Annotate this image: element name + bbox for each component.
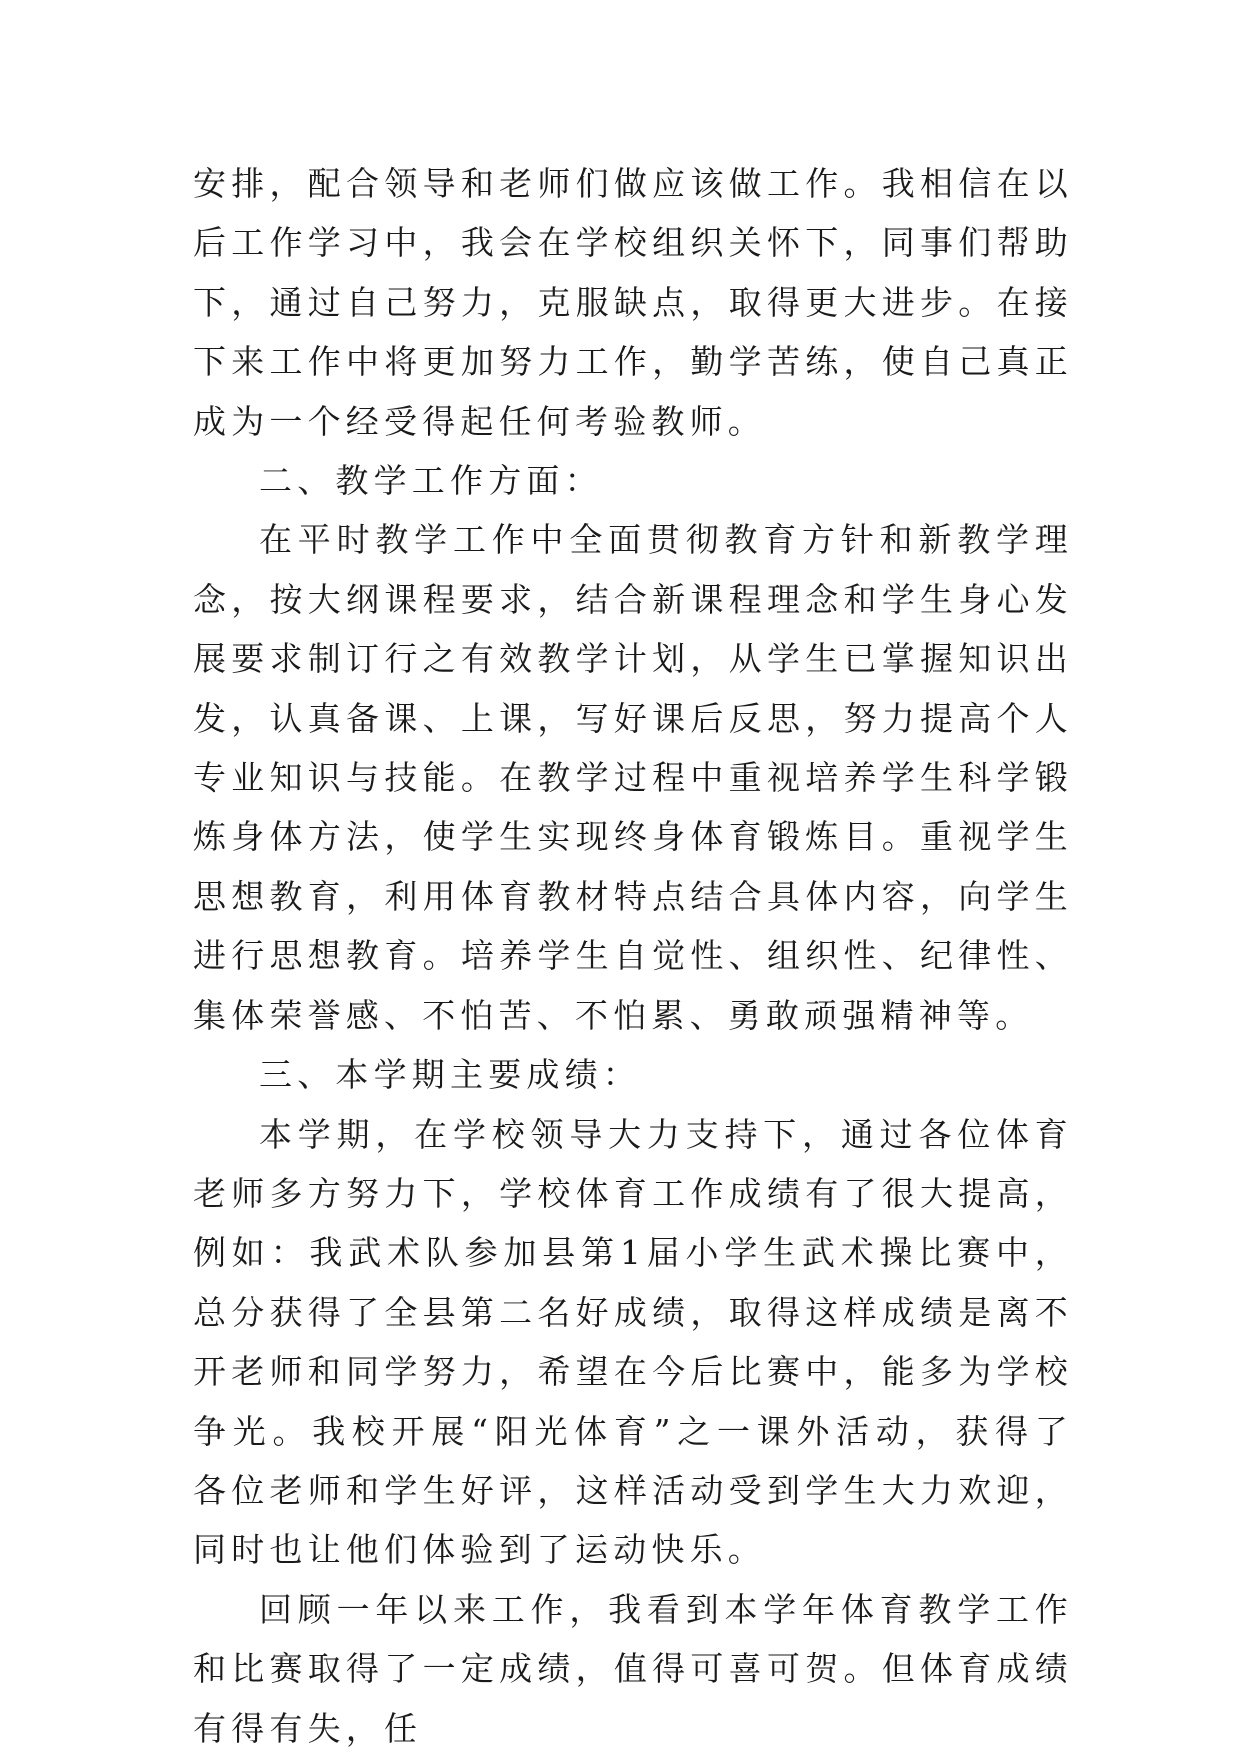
paragraph-main-achievements: 本学期，在学校领导大力支持下，通过各位体育老师多方努力下，学校体育工作成绩有了很大提高，例如：我武术队参加县第1届小学生武术操比赛中，总分获得了全县第二名好成绩，取得这样成绩是离不开老师和同学努力，希望在今后比赛中，能多为学校争光。我校开展“阳光体育”之一课外活动，获得了各位老师和学生好评，这样活动受到学生大力欢迎，同时也让他们体验到了运动快乐。 (193, 1114, 1073, 1570)
paragraph-review: 回顾一年以来工作，我看到本学年体育教学工作和比赛取得了一定成绩，值得可喜可贺。但体育成绩有得有失，任 (193, 1589, 1073, 1748)
paragraph-continuation: 安排，配合领导和老师们做应该做工作。我相信在以后工作学习中，我会在学校组织关怀下，同事们帮助下，通过自己努力，克服缺点，取得更大进步。在接下来工作中将更加努力工作，勤学苦练，使自己真正成为一个经受得起任何考验教师。 (193, 164, 1073, 441)
document-body (193, 154, 1073, 1758)
section-heading-main-achievements: 三、本学期主要成绩： (259, 1055, 641, 1095)
section-heading-teaching-work: 二、教学工作方面： (259, 461, 603, 501)
paragraph-teaching-work: 在平时教学工作中全面贯彻教育方针和新教学理念，按大纲课程要求，结合新课程理念和学生身心发展要求制订行之有效教学计划，从学生已掌握知识出发，认真备课、上课，写好课后反思，努力提高个人专业知识与技能。在教学过程中重视培养学生科学锻炼身体方法，使学生实现终身体育锻炼目。重视学生思想教育，利用体育教材特点结合具体内容，向学生进行思想教育。培养学生自觉性、组织性、纪律性、集体荣誉感、不怕苦、不怕累、勇敢顽强精神等。 (193, 520, 1073, 1035)
